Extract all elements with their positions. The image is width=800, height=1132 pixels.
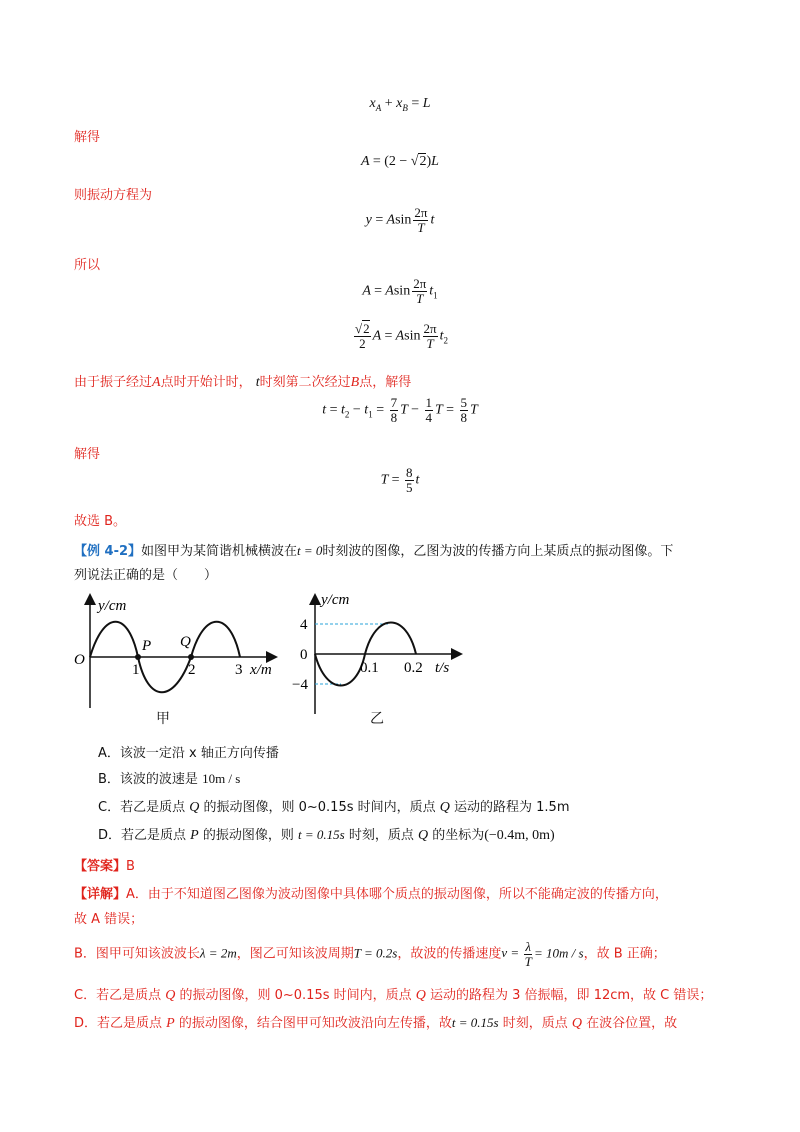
option-d: D．若乙是质点 P 的振动图像，则 t = 0.15s 时刻，质点 Q 的坐标为(−0.4m, 0m): [98, 827, 555, 843]
wave-graph-jia: [70, 588, 290, 728]
option-b: B．该波的波速是 10m / s: [98, 771, 241, 787]
jia-origin: O: [74, 652, 85, 668]
explain-d: D．若乙是质点 P 的振动图像，结合图甲可知改波沿向左传播，故t = 0.15s 时刻，质点 Q 在波谷位置，故: [74, 1015, 678, 1031]
jia-ylabel: y/cm: [98, 598, 127, 614]
example-question-line-1: 【例 4-2】如图甲为某简谐机械横波在t = 0时刻波的图像，乙图为波的传播方向上某质点的振动图像。下: [74, 543, 674, 559]
equation-xa-xb: $x_A + x_B = L$: [369, 96, 431, 113]
yi-xtick-01: 0.1: [360, 660, 379, 676]
text-youyu: 由于振子经过A点时开始计时， t时刻第二次经过B点，解得: [74, 375, 412, 390]
equation-t2: $\frac{√2}{2}$ A = Asin $\frac{2\pi}{T}$ $t_2$: [355, 321, 448, 351]
option-a: A．该波一定沿 x 轴正方向传播: [98, 746, 279, 761]
vibration-graph-yi: [290, 588, 470, 728]
caption-jia: 甲: [156, 711, 170, 727]
yi-ytick-4: 4: [300, 617, 308, 633]
answer: [74, 855, 135, 874]
example-question-line-2: 列说法正确的是（ ）: [74, 568, 218, 583]
yi-ytick-0: 0: [300, 647, 308, 663]
text-guxuan: 故选 B。: [74, 514, 127, 529]
explain-c: C．若乙是质点 Q 的振动图像，则 0~0.15s 时间内，质点 Q 运动的路程为 3 倍振幅，即 12cm，故 C 错误；: [74, 988, 713, 1003]
jia-tick-1: 1: [132, 662, 140, 678]
text-suoyi: 所以: [74, 258, 101, 273]
answer-value: B: [126, 859, 135, 874]
jia-tick-3: 3: [235, 662, 243, 678]
jia-xlabel: x/m: [250, 662, 272, 678]
yi-xtick-02: 0.2: [404, 660, 423, 676]
equation-amplitude: A = (2 − √2)L: [361, 154, 439, 169]
yi-xlabel: t/s: [435, 660, 450, 676]
text-jiede-1: 解得: [74, 130, 101, 145]
jia-label-q: Q: [180, 634, 191, 650]
equation-T: T = $\frac{8}{5}$ t: [380, 465, 420, 495]
explain-a-line-1: 【详解】A．由于不知道图乙图像为波动图像中具体哪个质点的振动图像，所以不能确定波的传播方向，: [74, 887, 668, 902]
point-p: [135, 654, 141, 660]
equation-t-diff: $t = t_2 - t_1$ = $\frac{7}{8}$ T − $\frac{1}{4}$ T = $\frac{5}{8}$ T: [322, 395, 478, 425]
text-fangcheng: 则振动方程为: [74, 188, 153, 203]
explain-b: B．图甲可知该波波长λ = 2m，图乙可知该波周期T = 0.2s，故波的传播速度v = $\frac{\lambda}{T}$ = 10m / s，故 B 正确；: [74, 939, 666, 969]
text-jiede-2: 解得: [74, 447, 101, 462]
option-c: C．若乙是质点 Q 的振动图像，则 0~0.15s 时间内，质点 Q 运动的路程为 1.5m: [98, 800, 570, 815]
answer-label: 【答案】: [74, 859, 127, 874]
yi-ytick-neg4: −4: [292, 677, 308, 693]
explain-a-line-2: 故 A 错误；: [74, 912, 144, 927]
caption-yi: 乙: [370, 711, 384, 727]
equation-t1: A = Asin $\frac{2\pi}{T}$ $t_1$: [362, 276, 438, 306]
example-tag: 【例 4-2】: [74, 544, 142, 559]
yi-ylabel: y/cm: [321, 592, 350, 608]
point-q: [188, 654, 194, 660]
jia-label-p: P: [142, 638, 152, 654]
jia-tick-2: 2: [188, 662, 196, 678]
equation-vibration: y = Asin $\frac{2\pi}{T}$ t: [365, 205, 435, 235]
